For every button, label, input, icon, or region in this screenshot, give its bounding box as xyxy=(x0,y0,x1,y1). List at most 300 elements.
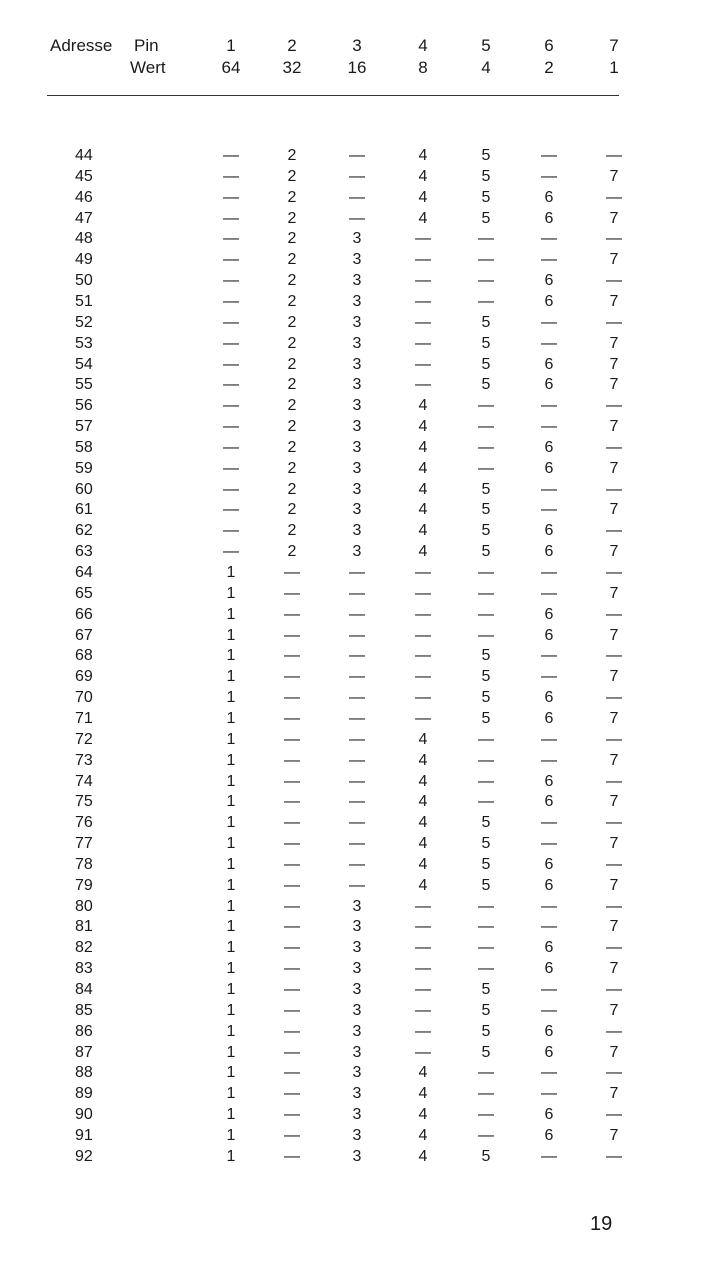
row-pin-3-value: — xyxy=(349,814,365,831)
row-pin-7-value: — xyxy=(606,397,622,414)
row-pin-6-value: — xyxy=(541,481,557,498)
row-pin-4-value: 4 xyxy=(418,773,428,790)
row-pin-5-value: 5 xyxy=(481,981,491,998)
row-adresse: 57 xyxy=(75,418,93,435)
row-pin-2-value: — xyxy=(284,793,300,810)
row-pin-2-value: — xyxy=(284,1106,300,1123)
row-pin-3-value: — xyxy=(349,710,365,727)
row-adresse: 68 xyxy=(75,647,93,664)
row-pin-5-value: 5 xyxy=(481,1044,491,1061)
row-pin-7-value: — xyxy=(606,731,622,748)
row-pin-4-value: 4 xyxy=(418,439,428,456)
row-pin-6-value: — xyxy=(541,1148,557,1165)
row-pin-5-value: — xyxy=(478,439,494,456)
row-pin-2-value: 2 xyxy=(287,293,297,310)
row-pin-6-value: 6 xyxy=(544,1106,554,1123)
row-pin-4-value: — xyxy=(415,376,431,393)
row-pin-7-value: 7 xyxy=(609,168,619,185)
header-pin-7: 7 xyxy=(609,36,619,55)
row-pin-3-value: — xyxy=(349,606,365,623)
header-wert-7: 1 xyxy=(609,58,619,77)
row-pin-1-value: 1 xyxy=(226,814,236,831)
row-pin-7-value: 7 xyxy=(609,1085,619,1102)
row-adresse: 50 xyxy=(75,272,93,289)
row-pin-7-value: — xyxy=(606,1023,622,1040)
row-adresse: 82 xyxy=(75,939,93,956)
row-pin-2-value: — xyxy=(284,877,300,894)
row-pin-1-value: — xyxy=(223,272,239,289)
row-pin-3-value: 3 xyxy=(352,376,362,393)
row-pin-5-value: 5 xyxy=(481,1148,491,1165)
row-pin-7-value: 7 xyxy=(609,293,619,310)
header-wert-5: 4 xyxy=(481,58,491,77)
row-adresse: 48 xyxy=(75,230,93,247)
row-pin-6-value: — xyxy=(541,585,557,602)
row-pin-4-value: 4 xyxy=(418,1127,428,1144)
row-adresse: 88 xyxy=(75,1064,93,1081)
row-pin-6-value: 6 xyxy=(544,356,554,373)
row-adresse: 47 xyxy=(75,210,93,227)
row-pin-7-value: 7 xyxy=(609,627,619,644)
row-pin-2-value: 2 xyxy=(287,356,297,373)
row-pin-2-value: — xyxy=(284,814,300,831)
row-pin-4-value: — xyxy=(415,981,431,998)
row-pin-4-value: 4 xyxy=(418,189,428,206)
row-pin-4-value: — xyxy=(415,335,431,352)
row-pin-4-value: 4 xyxy=(418,835,428,852)
row-pin-2-value: 2 xyxy=(287,376,297,393)
row-pin-3-value: 3 xyxy=(352,1044,362,1061)
row-pin-7-value: — xyxy=(606,898,622,915)
row-pin-1-value: — xyxy=(223,356,239,373)
row-pin-4-value: 4 xyxy=(418,1106,428,1123)
row-pin-1-value: 1 xyxy=(226,1148,236,1165)
row-pin-7-value: 7 xyxy=(609,543,619,560)
row-pin-3-value: — xyxy=(349,773,365,790)
row-pin-2-value: — xyxy=(284,731,300,748)
row-pin-2-value: 2 xyxy=(287,147,297,164)
row-pin-2-value: 2 xyxy=(287,543,297,560)
row-pin-5-value: — xyxy=(478,293,494,310)
row-pin-6-value: — xyxy=(541,918,557,935)
row-pin-6-value: — xyxy=(541,668,557,685)
row-pin-4-value: 4 xyxy=(418,397,428,414)
row-pin-5-value: — xyxy=(478,606,494,623)
row-pin-6-value: — xyxy=(541,230,557,247)
row-pin-4-value: — xyxy=(415,564,431,581)
row-pin-5-value: 5 xyxy=(481,147,491,164)
row-pin-3-value: 3 xyxy=(352,481,362,498)
row-adresse: 86 xyxy=(75,1023,93,1040)
row-pin-7-value: — xyxy=(606,814,622,831)
row-pin-7-value: — xyxy=(606,1064,622,1081)
row-pin-6-value: — xyxy=(541,501,557,518)
row-adresse: 80 xyxy=(75,898,93,915)
row-pin-7-value: 7 xyxy=(609,1002,619,1019)
row-adresse: 53 xyxy=(75,335,93,352)
row-pin-7-value: — xyxy=(606,147,622,164)
row-pin-2-value: — xyxy=(284,752,300,769)
row-pin-7-value: 7 xyxy=(609,1044,619,1061)
row-pin-4-value: — xyxy=(415,939,431,956)
row-pin-1-value: — xyxy=(223,522,239,539)
row-pin-7-value: 7 xyxy=(609,752,619,769)
row-pin-7-value: 7 xyxy=(609,1127,619,1144)
row-pin-5-value: 5 xyxy=(481,689,491,706)
row-adresse: 58 xyxy=(75,439,93,456)
row-pin-6-value: — xyxy=(541,981,557,998)
row-pin-2-value: — xyxy=(284,1002,300,1019)
row-adresse: 85 xyxy=(75,1002,93,1019)
row-pin-4-value: 4 xyxy=(418,1064,428,1081)
row-pin-4-value: 4 xyxy=(418,856,428,873)
row-pin-7-value: 7 xyxy=(609,877,619,894)
row-pin-2-value: 2 xyxy=(287,501,297,518)
row-pin-5-value: — xyxy=(478,752,494,769)
row-pin-5-value: — xyxy=(478,460,494,477)
row-pin-2-value: — xyxy=(284,898,300,915)
row-pin-3-value: 3 xyxy=(352,939,362,956)
row-pin-1-value: — xyxy=(223,501,239,518)
row-pin-3-value: 3 xyxy=(352,960,362,977)
row-pin-4-value: 4 xyxy=(418,522,428,539)
row-pin-5-value: — xyxy=(478,960,494,977)
row-pin-3-value: 3 xyxy=(352,1106,362,1123)
row-pin-6-value: 6 xyxy=(544,522,554,539)
row-pin-4-value: — xyxy=(415,898,431,915)
row-pin-2-value: — xyxy=(284,981,300,998)
row-pin-6-value: — xyxy=(541,731,557,748)
row-pin-6-value: 6 xyxy=(544,543,554,560)
row-pin-2-value: 2 xyxy=(287,168,297,185)
row-pin-6-value: 6 xyxy=(544,189,554,206)
row-pin-6-value: 6 xyxy=(544,960,554,977)
row-pin-2-value: — xyxy=(284,606,300,623)
row-pin-1-value: 1 xyxy=(226,752,236,769)
row-pin-2-value: 2 xyxy=(287,439,297,456)
row-pin-6-value: — xyxy=(541,1064,557,1081)
row-pin-4-value: — xyxy=(415,293,431,310)
row-adresse: 74 xyxy=(75,773,93,790)
row-pin-7-value: 7 xyxy=(609,418,619,435)
row-pin-1-value: 1 xyxy=(226,1106,236,1123)
row-pin-1-value: 1 xyxy=(226,710,236,727)
row-pin-3-value: 3 xyxy=(352,335,362,352)
row-pin-3-value: — xyxy=(349,627,365,644)
row-pin-7-value: — xyxy=(606,522,622,539)
row-pin-5-value: — xyxy=(478,1085,494,1102)
row-pin-3-value: 3 xyxy=(352,251,362,268)
row-pin-1-value: — xyxy=(223,418,239,435)
row-adresse: 72 xyxy=(75,731,93,748)
row-pin-3-value: 3 xyxy=(352,418,362,435)
row-pin-4-value: 4 xyxy=(418,501,428,518)
row-pin-3-value: 3 xyxy=(352,1023,362,1040)
row-pin-7-value: — xyxy=(606,1106,622,1123)
row-pin-1-value: — xyxy=(223,376,239,393)
row-pin-4-value: — xyxy=(415,960,431,977)
row-pin-5-value: — xyxy=(478,939,494,956)
row-pin-1-value: 1 xyxy=(226,877,236,894)
row-pin-1-value: 1 xyxy=(226,606,236,623)
row-pin-3-value: 3 xyxy=(352,272,362,289)
row-pin-3-value: 3 xyxy=(352,501,362,518)
row-pin-2-value: — xyxy=(284,647,300,664)
row-pin-2-value: — xyxy=(284,773,300,790)
row-pin-6-value: — xyxy=(541,898,557,915)
row-pin-3-value: 3 xyxy=(352,543,362,560)
row-pin-6-value: 6 xyxy=(544,1044,554,1061)
row-pin-3-value: — xyxy=(349,793,365,810)
row-pin-1-value: 1 xyxy=(226,1023,236,1040)
row-pin-6-value: — xyxy=(541,147,557,164)
row-pin-2-value: — xyxy=(284,710,300,727)
row-adresse: 61 xyxy=(75,501,93,518)
row-pin-4-value: — xyxy=(415,272,431,289)
row-pin-2-value: — xyxy=(284,627,300,644)
row-pin-4-value: 4 xyxy=(418,543,428,560)
row-pin-3-value: — xyxy=(349,752,365,769)
row-pin-7-value: — xyxy=(606,606,622,623)
header-wert-6: 2 xyxy=(544,58,554,77)
row-adresse: 44 xyxy=(75,147,93,164)
row-pin-5-value: — xyxy=(478,1106,494,1123)
row-pin-4-value: 4 xyxy=(418,147,428,164)
row-pin-1-value: 1 xyxy=(226,1044,236,1061)
header-wert-1: 64 xyxy=(221,58,241,77)
row-pin-5-value: — xyxy=(478,898,494,915)
row-pin-5-value: 5 xyxy=(481,814,491,831)
row-adresse: 75 xyxy=(75,793,93,810)
row-pin-4-value: 4 xyxy=(418,418,428,435)
row-pin-3-value: 3 xyxy=(352,1085,362,1102)
row-pin-7-value: — xyxy=(606,647,622,664)
row-pin-7-value: 7 xyxy=(609,835,619,852)
row-pin-7-value: 7 xyxy=(609,501,619,518)
row-pin-2-value: 2 xyxy=(287,335,297,352)
row-pin-2-value: 2 xyxy=(287,251,297,268)
row-pin-3-value: 3 xyxy=(352,1127,362,1144)
row-adresse: 89 xyxy=(75,1085,93,1102)
row-pin-5-value: — xyxy=(478,773,494,790)
row-pin-6-value: 6 xyxy=(544,1023,554,1040)
row-pin-7-value: 7 xyxy=(609,210,619,227)
row-pin-5-value: — xyxy=(478,1064,494,1081)
row-pin-3-value: — xyxy=(349,564,365,581)
row-adresse: 71 xyxy=(75,710,93,727)
row-pin-7-value: — xyxy=(606,314,622,331)
row-pin-4-value: 4 xyxy=(418,877,428,894)
row-pin-5-value: 5 xyxy=(481,481,491,498)
row-pin-5-value: — xyxy=(478,585,494,602)
row-pin-1-value: — xyxy=(223,168,239,185)
row-pin-4-value: — xyxy=(415,1044,431,1061)
row-pin-3-value: — xyxy=(349,147,365,164)
row-pin-7-value: 7 xyxy=(609,460,619,477)
row-pin-7-value: — xyxy=(606,856,622,873)
row-pin-6-value: — xyxy=(541,835,557,852)
row-pin-4-value: — xyxy=(415,689,431,706)
row-pin-1-value: — xyxy=(223,293,239,310)
row-pin-7-value: 7 xyxy=(609,356,619,373)
row-pin-4-value: — xyxy=(415,647,431,664)
row-pin-6-value: — xyxy=(541,1085,557,1102)
row-adresse: 90 xyxy=(75,1106,93,1123)
row-pin-1-value: — xyxy=(223,481,239,498)
row-pin-5-value: 5 xyxy=(481,522,491,539)
row-pin-2-value: — xyxy=(284,585,300,602)
row-pin-1-value: 1 xyxy=(226,627,236,644)
row-pin-1-value: — xyxy=(223,189,239,206)
row-adresse: 76 xyxy=(75,814,93,831)
row-pin-4-value: 4 xyxy=(418,731,428,748)
row-pin-3-value: — xyxy=(349,835,365,852)
row-pin-3-value: 3 xyxy=(352,397,362,414)
row-pin-4-value: — xyxy=(415,710,431,727)
row-pin-2-value: 2 xyxy=(287,460,297,477)
row-pin-5-value: 5 xyxy=(481,210,491,227)
row-pin-3-value: — xyxy=(349,647,365,664)
row-pin-7-value: — xyxy=(606,439,622,456)
row-pin-7-value: — xyxy=(606,272,622,289)
row-pin-3-value: 3 xyxy=(352,293,362,310)
row-pin-3-value: — xyxy=(349,731,365,748)
row-pin-3-value: 3 xyxy=(352,918,362,935)
row-pin-6-value: 6 xyxy=(544,773,554,790)
row-pin-5-value: 5 xyxy=(481,1002,491,1019)
row-pin-2-value: 2 xyxy=(287,397,297,414)
row-pin-2-value: 2 xyxy=(287,522,297,539)
row-pin-1-value: 1 xyxy=(226,585,236,602)
row-adresse: 64 xyxy=(75,564,93,581)
row-pin-6-value: 6 xyxy=(544,293,554,310)
row-adresse: 79 xyxy=(75,877,93,894)
row-pin-2-value: — xyxy=(284,668,300,685)
row-pin-7-value: — xyxy=(606,189,622,206)
row-pin-2-value: 2 xyxy=(287,418,297,435)
row-pin-2-value: 2 xyxy=(287,189,297,206)
row-pin-5-value: — xyxy=(478,1127,494,1144)
row-adresse: 67 xyxy=(75,627,93,644)
row-pin-2-value: — xyxy=(284,835,300,852)
row-pin-3-value: 3 xyxy=(352,356,362,373)
row-pin-4-value: 4 xyxy=(418,210,428,227)
row-pin-6-value: 6 xyxy=(544,606,554,623)
row-pin-6-value: 6 xyxy=(544,793,554,810)
row-adresse: 77 xyxy=(75,835,93,852)
row-pin-1-value: — xyxy=(223,230,239,247)
row-pin-2-value: 2 xyxy=(287,314,297,331)
row-adresse: 70 xyxy=(75,689,93,706)
row-pin-7-value: — xyxy=(606,481,622,498)
row-pin-7-value: 7 xyxy=(609,960,619,977)
row-pin-1-value: 1 xyxy=(226,981,236,998)
row-pin-1-value: — xyxy=(223,335,239,352)
row-pin-3-value: — xyxy=(349,877,365,894)
row-pin-5-value: — xyxy=(478,793,494,810)
row-adresse: 62 xyxy=(75,522,93,539)
row-pin-3-value: — xyxy=(349,689,365,706)
row-pin-2-value: — xyxy=(284,1148,300,1165)
header-wert-3: 16 xyxy=(347,58,367,77)
row-pin-6-value: 6 xyxy=(544,439,554,456)
row-pin-5-value: 5 xyxy=(481,835,491,852)
header-pin-3: 3 xyxy=(352,36,362,55)
header-wert-4: 8 xyxy=(418,58,428,77)
row-pin-1-value: — xyxy=(223,543,239,560)
row-pin-6-value: — xyxy=(541,814,557,831)
row-pin-6-value: — xyxy=(541,335,557,352)
header-wert-2: 32 xyxy=(282,58,302,77)
row-adresse: 49 xyxy=(75,251,93,268)
header-adresse-label: Adresse xyxy=(50,36,113,55)
row-pin-7-value: 7 xyxy=(609,668,619,685)
row-pin-6-value: — xyxy=(541,564,557,581)
row-pin-4-value: — xyxy=(415,918,431,935)
row-pin-5-value: — xyxy=(478,397,494,414)
row-pin-3-value: 3 xyxy=(352,1064,362,1081)
row-pin-1-value: — xyxy=(223,147,239,164)
row-pin-4-value: 4 xyxy=(418,481,428,498)
row-pin-3-value: — xyxy=(349,210,365,227)
row-pin-1-value: 1 xyxy=(226,960,236,977)
row-pin-3-value: — xyxy=(349,585,365,602)
row-pin-6-value: 6 xyxy=(544,710,554,727)
row-pin-5-value: 5 xyxy=(481,543,491,560)
row-pin-6-value: — xyxy=(541,752,557,769)
row-pin-4-value: — xyxy=(415,668,431,685)
row-pin-5-value: — xyxy=(478,564,494,581)
row-pin-6-value: 6 xyxy=(544,376,554,393)
row-adresse: 84 xyxy=(75,981,93,998)
row-pin-5-value: — xyxy=(478,918,494,935)
row-adresse: 55 xyxy=(75,376,93,393)
row-pin-4-value: — xyxy=(415,585,431,602)
row-adresse: 52 xyxy=(75,314,93,331)
row-pin-7-value: 7 xyxy=(609,918,619,935)
row-pin-2-value: 2 xyxy=(287,210,297,227)
row-pin-5-value: 5 xyxy=(481,168,491,185)
row-pin-5-value: 5 xyxy=(481,501,491,518)
row-pin-2-value: — xyxy=(284,918,300,935)
header-pin-1: 1 xyxy=(226,36,236,55)
row-pin-4-value: 4 xyxy=(418,460,428,477)
row-pin-1-value: — xyxy=(223,210,239,227)
row-pin-6-value: — xyxy=(541,418,557,435)
row-pin-7-value: — xyxy=(606,773,622,790)
row-pin-2-value: — xyxy=(284,1085,300,1102)
row-pin-4-value: — xyxy=(415,230,431,247)
row-pin-6-value: 6 xyxy=(544,210,554,227)
row-adresse: 78 xyxy=(75,856,93,873)
row-adresse: 46 xyxy=(75,189,93,206)
row-pin-6-value: 6 xyxy=(544,689,554,706)
row-pin-5-value: 5 xyxy=(481,1023,491,1040)
row-pin-5-value: — xyxy=(478,418,494,435)
row-pin-1-value: — xyxy=(223,397,239,414)
row-adresse: 83 xyxy=(75,960,93,977)
row-pin-5-value: 5 xyxy=(481,314,491,331)
row-pin-2-value: — xyxy=(284,1023,300,1040)
row-adresse: 51 xyxy=(75,293,93,310)
row-adresse: 59 xyxy=(75,460,93,477)
header-wert-label: Wert xyxy=(130,58,166,77)
row-pin-6-value: — xyxy=(541,314,557,331)
row-pin-7-value: 7 xyxy=(609,251,619,268)
row-pin-1-value: 1 xyxy=(226,856,236,873)
row-pin-5-value: 5 xyxy=(481,376,491,393)
row-adresse: 73 xyxy=(75,752,93,769)
